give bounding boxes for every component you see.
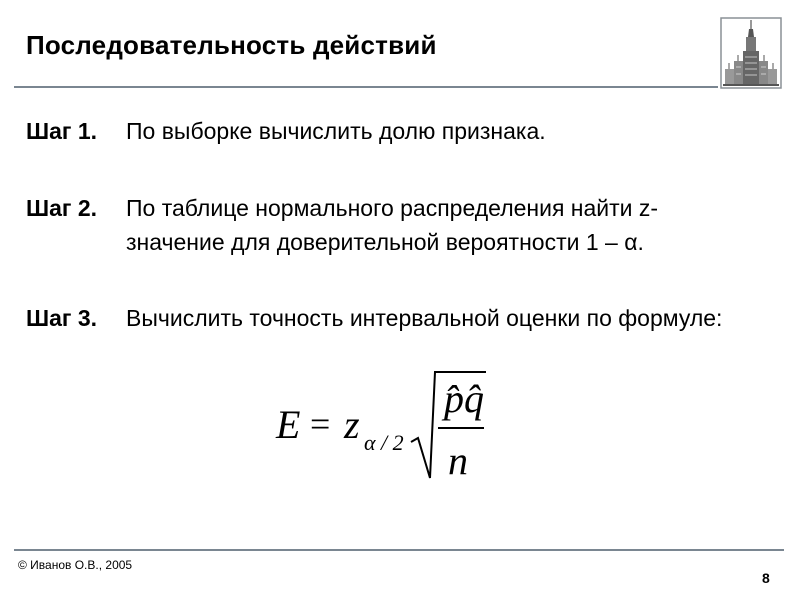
slide-title: Последовательность действий — [26, 30, 437, 60]
formula-denominator: n — [448, 438, 468, 482]
step-2-text: По таблице нормального распределения найти z-значение для доверительной вероятности 1 – α. — [126, 195, 659, 255]
title-divider — [14, 86, 718, 88]
footer-divider — [14, 549, 784, 551]
step-1-label: Шаг 1. — [26, 118, 98, 144]
university-building-icon — [720, 17, 782, 89]
step-1-text: По выборке вычислить долю признака. — [126, 118, 546, 144]
formula-equals: = — [310, 404, 331, 444]
step-3-text: Вычислить точность интервальной оценки по формуле: — [126, 305, 723, 331]
formula-numerator: p̂q̂ — [444, 376, 484, 421]
formula-subscript: α / 2 — [364, 430, 404, 455]
formula-z: z — [344, 402, 360, 447]
margin-of-error-formula — [268, 362, 498, 482]
step-2-label: Шаг 2. — [26, 195, 98, 221]
step-3-label: Шаг 3. — [26, 305, 98, 331]
page-number: 8 — [762, 570, 770, 586]
formula-lhs: E — [276, 402, 301, 447]
footer-copyright: © Иванов О.В., 2005 — [18, 558, 133, 572]
